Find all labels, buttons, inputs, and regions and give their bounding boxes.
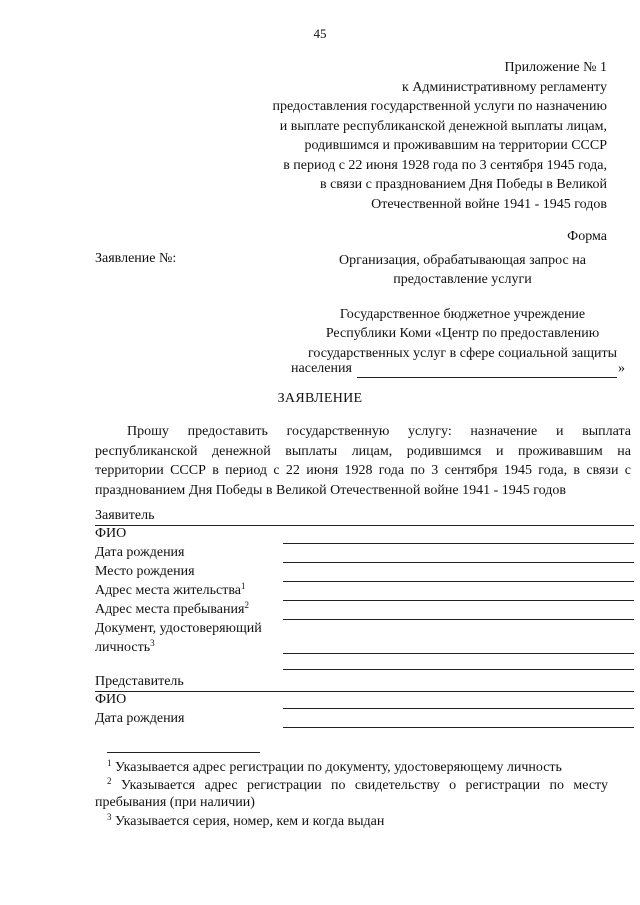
application-number-label: Заявление №: xyxy=(95,251,177,266)
appendix-line-1: Приложение № 1 xyxy=(504,60,607,75)
footnote-ref-1: 1 xyxy=(241,581,246,591)
org-heading-line-2: предоставление услуги xyxy=(393,272,532,287)
appendix-line-4: и выплате республиканской денежной выплаты лицам, xyxy=(279,119,607,134)
representative-section-rule xyxy=(95,691,634,692)
representative-fio-field[interactable] xyxy=(283,708,634,709)
footnote-2-mark: 2 xyxy=(107,776,112,786)
footnote-1 xyxy=(107,760,562,776)
representative-heading: Представитель xyxy=(95,674,184,689)
footnote-1-mark: 1 xyxy=(107,758,112,768)
org-name-line-4-prefix: населения xyxy=(291,361,352,376)
request-line-4: празднованием Дня Победы в Великой Отечественной войне 1941 - 1945 годов xyxy=(95,482,566,498)
appendix-line-3: предоставления государственной услуги по назначению xyxy=(272,99,607,114)
org-name-line-4-suffix: » xyxy=(618,361,625,376)
representative-birth-date-label: Дата рождения xyxy=(95,711,185,726)
applicant-birth-date-field[interactable] xyxy=(283,562,634,563)
page-number: 45 xyxy=(313,26,327,41)
residence-address-text: Адрес места жительства xyxy=(95,583,241,598)
footnote-2 xyxy=(107,778,608,794)
appendix-line-5: родившимся и проживавшим на территории СССР xyxy=(304,138,607,153)
footnote-3-text: Указывается серия, номер, кем и когда выдан xyxy=(115,814,385,829)
footnote-2-continuation: пребывания (при наличии) xyxy=(95,795,255,810)
applicant-id-document-label-line-1: Документ, удостоверяющий xyxy=(95,621,262,636)
footnote-1-text: Указывается адрес регистрации по документу, удостоверяющему личность xyxy=(115,760,562,775)
applicant-residence-address-label xyxy=(95,583,246,599)
applicant-id-document-label-line-2 xyxy=(95,640,155,656)
request-line-2: республиканской денежной выплаты лицам, родившимся и проживавшим на xyxy=(95,443,631,459)
appendix-line-6: в период с 22 июня 1928 года по 3 сентября 1945 года, xyxy=(283,158,607,173)
org-name-line-1: Государственное бюджетное учреждение xyxy=(339,307,586,322)
applicant-section-rule xyxy=(95,525,634,526)
applicant-residence-address-field[interactable] xyxy=(283,600,634,601)
applicant-fio-label: ФИО xyxy=(95,526,127,541)
applicant-stay-address-field[interactable] xyxy=(283,619,634,620)
department-name-field[interactable] xyxy=(357,377,617,378)
document-title: ЗАЯВЛЕНИЕ xyxy=(277,391,363,406)
request-line-1: Прошу предоставить государственную услугу: назначение и выплата xyxy=(127,424,631,439)
representative-birth-date-field[interactable] xyxy=(283,727,634,728)
org-heading-line-1: Организация, обрабатывающая запрос на xyxy=(339,253,586,268)
appendix-line-7: в связи с празднованием Дня Победы в Великой xyxy=(319,177,607,192)
stay-address-text: Адрес места пребывания xyxy=(95,602,245,617)
applicant-heading: Заявитель xyxy=(95,508,155,523)
applicant-birth-date-label: Дата рождения xyxy=(95,545,185,560)
footnote-3 xyxy=(107,814,384,830)
org-name-line-3: государственных услуг в сфере социальной защиты xyxy=(307,346,618,361)
appendix-line-8: Отечественной войне 1941 - 1945 годов xyxy=(371,197,607,212)
org-name-line-2: Республики Коми «Центр по предоставлению xyxy=(325,326,600,341)
form-label: Форма xyxy=(567,229,607,244)
footnote-separator xyxy=(107,752,260,753)
applicant-birth-place-label: Место рождения xyxy=(95,564,195,579)
footnote-3-mark: 3 xyxy=(107,812,112,822)
request-paragraph xyxy=(95,422,631,500)
id-document-text: личность xyxy=(95,640,151,655)
footnote-ref-2: 2 xyxy=(244,600,249,610)
footnote-2-text: Указывается адрес регистрации по свидетельству о регистрации по месту xyxy=(120,778,608,793)
applicant-birth-place-field[interactable] xyxy=(283,581,634,582)
applicant-id-document-field-1[interactable] xyxy=(283,653,634,654)
applicant-id-document-field-2[interactable] xyxy=(283,669,634,670)
request-line-3: территории СССР в период с 22 июня 1928 года по 3 сентября 1945 года, в связи с xyxy=(95,463,631,478)
applicant-stay-address-label xyxy=(95,602,249,618)
footnote-ref-3: 3 xyxy=(150,638,155,648)
applicant-fio-field[interactable] xyxy=(283,543,634,544)
appendix-line-2: к Административному регламенту xyxy=(402,80,607,95)
representative-fio-label: ФИО xyxy=(95,692,127,707)
